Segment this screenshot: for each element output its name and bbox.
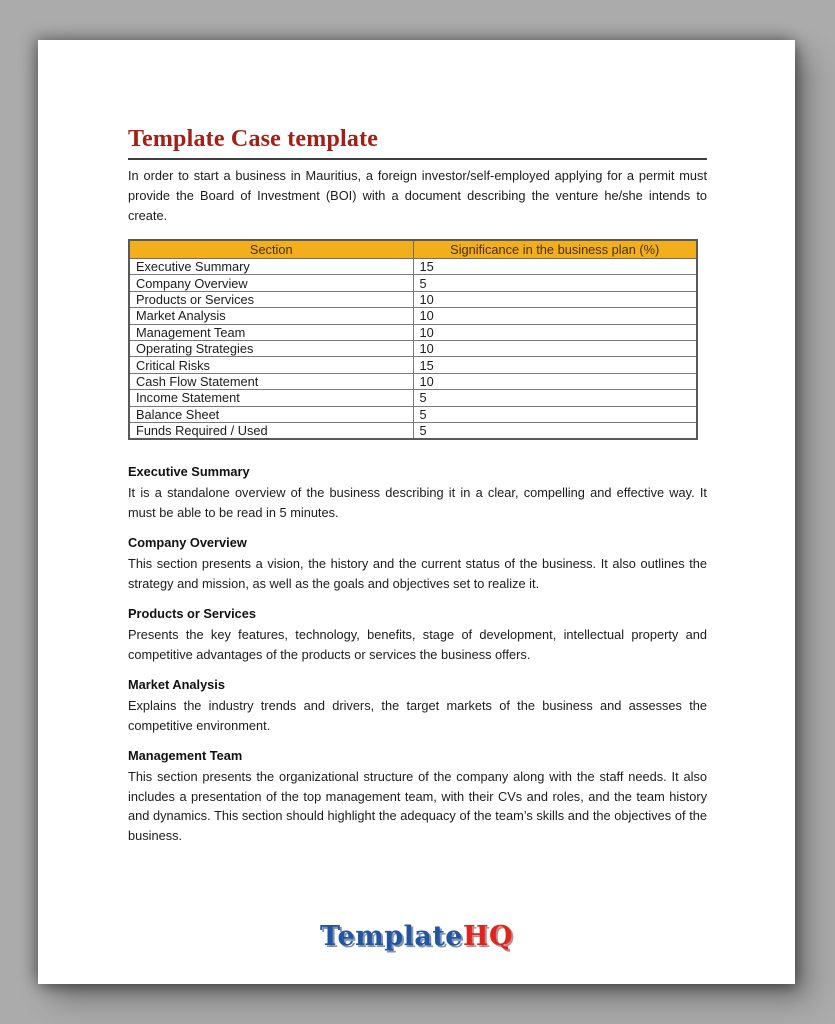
cell-significance-value: 10 [413, 340, 697, 356]
table-row [129, 324, 697, 340]
cell-section-name: Cash Flow Statement [129, 373, 413, 389]
section-market-analysis [128, 677, 707, 735]
cell-significance-value: 10 [413, 324, 697, 340]
section-heading: Management Team [128, 748, 243, 764]
templatehq-logo [38, 921, 795, 952]
cell-section-name: Critical Risks [129, 357, 413, 373]
cell-section-name: Funds Required / Used [129, 422, 413, 439]
cell-section-name: Balance Sheet [129, 406, 413, 422]
cell-section-name: Management Team [129, 324, 413, 340]
section-heading: Company Overview [128, 535, 247, 551]
document-page [38, 40, 795, 984]
cell-significance-value: 5 [413, 422, 697, 439]
section-executive-summary [128, 464, 707, 522]
section-management-team [128, 748, 707, 845]
cell-section-name: Executive Summary [129, 259, 413, 275]
cell-section-name: Income Statement [129, 390, 413, 406]
cell-significance-value: 5 [413, 406, 697, 422]
section-body: This section presents a vision, the history and the current status of the business. It also outlines the strategy and mission, as well as the goals and objectives set to realize it. [128, 556, 707, 591]
section-heading: Products or Services [128, 606, 257, 622]
section-body: Presents the key features, technology, benefits, stage of development, intellectual property and competitive advantages of the products or services the business offers. [128, 627, 707, 662]
cell-section-name: Market Analysis [129, 308, 413, 324]
cell-section-name: Company Overview [129, 275, 413, 291]
section-heading: Executive Summary [128, 464, 250, 480]
table-row [129, 275, 697, 291]
document-content [38, 40, 795, 845]
table-row [129, 390, 697, 406]
cell-section-name: Operating Strategies [129, 340, 413, 356]
section-body: Explains the industry trends and drivers, the target markets of the business and assesses the competitive environment. [128, 698, 707, 733]
cell-significance-value: 5 [413, 390, 697, 406]
table-row [129, 291, 697, 307]
section-body: It is a standalone overview of the business describing it in a clear, compelling and effective way. It must be able to be read in 5 minutes. [128, 485, 707, 520]
logo-text-hq: HQ [463, 921, 514, 952]
section-products-or-services [128, 606, 707, 664]
logo-text-template: Template [319, 921, 463, 952]
section-heading: Market Analysis [128, 677, 225, 693]
table-row [129, 259, 697, 275]
page-title: Template Case template [128, 126, 707, 160]
cell-significance-value: 5 [413, 275, 697, 291]
table-row [129, 422, 697, 439]
cell-significance-value: 10 [413, 308, 697, 324]
table-row [129, 357, 697, 373]
table-header-significance: Significance in the business plan (%) [413, 240, 697, 259]
intro-paragraph: In order to start a business in Mauritius, a foreign investor/self-employed applying for a permit must provide the Board of Investment (BOI) with a document describing the venture he/she intends to create. [128, 168, 707, 223]
table-row [129, 308, 697, 324]
table-header-section: Section [129, 240, 413, 259]
table-row [129, 373, 697, 389]
table-header-row [129, 240, 697, 259]
cell-section-name: Products or Services [129, 291, 413, 307]
section-body: This section presents the organizational structure of the company along with the staff needs. It also includes a presentation of the top management team, with their CVs and roles, and the team history and dynamics. This section should highlight the adequacy of the team’s skills and the objectives of the business. [128, 769, 707, 843]
table-row [129, 340, 697, 356]
section-list [128, 464, 707, 845]
cell-significance-value: 10 [413, 291, 697, 307]
significance-table [128, 239, 698, 440]
cell-significance-value: 15 [413, 259, 697, 275]
table-row [129, 406, 697, 422]
cell-significance-value: 15 [413, 357, 697, 373]
section-company-overview [128, 535, 707, 593]
cell-significance-value: 10 [413, 373, 697, 389]
